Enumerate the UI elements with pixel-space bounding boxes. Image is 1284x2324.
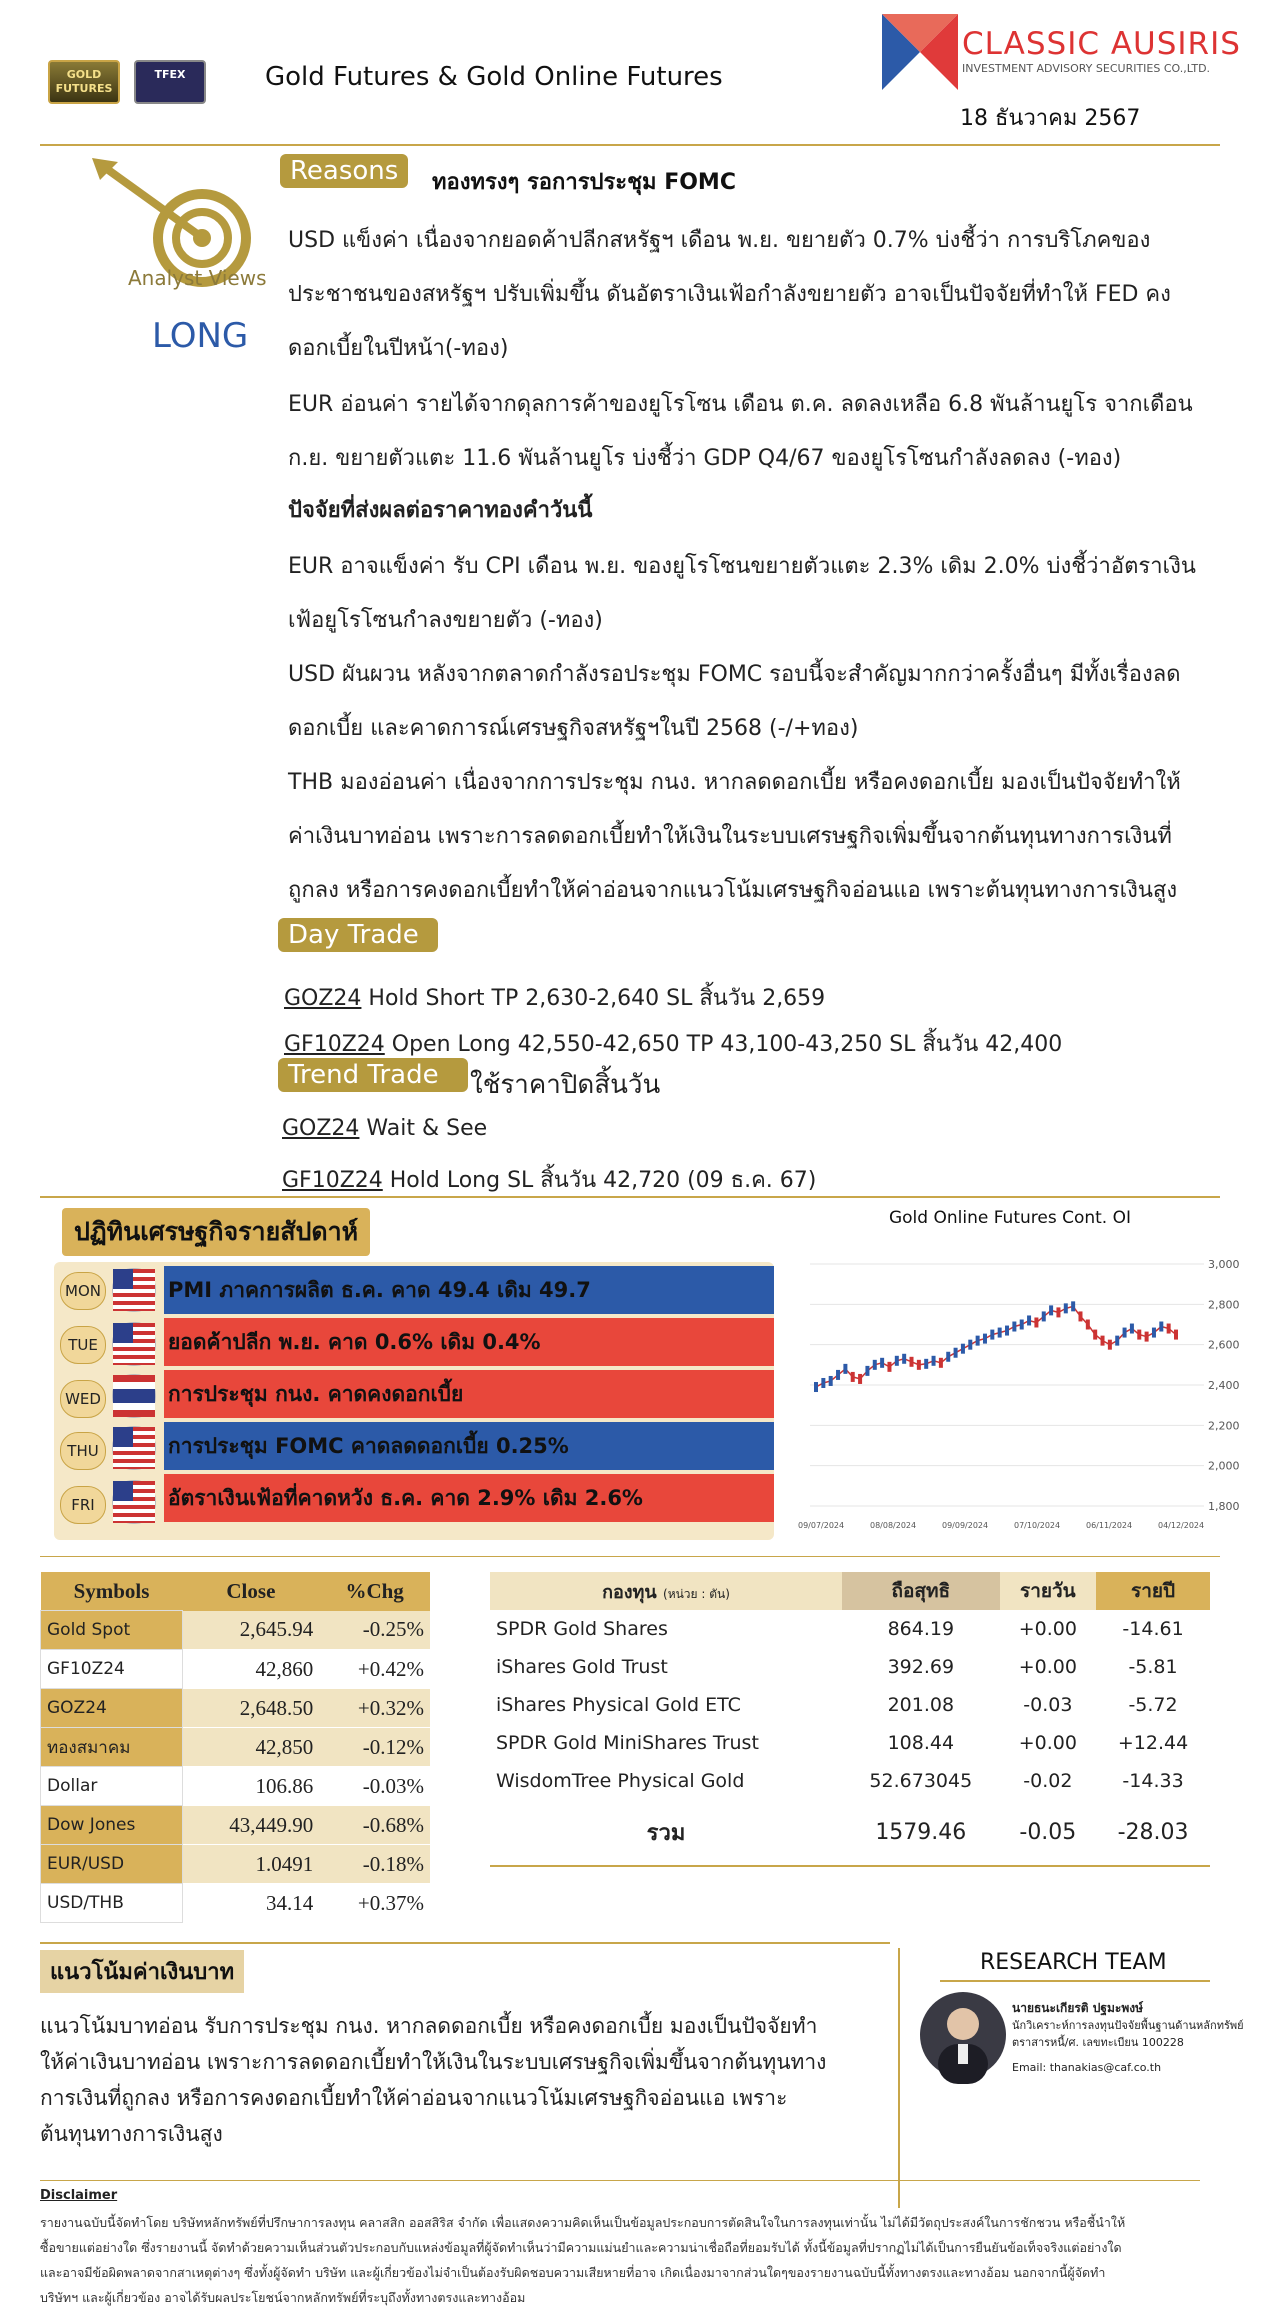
- table-cell: Dollar: [41, 1767, 183, 1806]
- table-cell: 201.08: [887, 1694, 955, 1716]
- table-cell: ทองสมาคม: [41, 1728, 183, 1767]
- reason-line: USD แข็งค่า เนื่องจากยอดค้าปลีกสหรัฐฯ เดือน พ.ย. ขยายตัว 0.7% บ่งชี้ว่า การบริโภคของ: [288, 228, 1151, 253]
- factor-line: ค่าเงินบาทอ่อน เพราะการลดดอกเบี้ยทำให้เงินในระบบเศรษฐกิจเพิ่มขึ้นจากต้นทุนทางการเงินที่: [288, 824, 1172, 849]
- candle-point: [1093, 1330, 1097, 1340]
- candle-point: [1071, 1301, 1075, 1311]
- table-cell: -0.02: [1023, 1770, 1073, 1792]
- table-cell: 52.673045: [869, 1770, 973, 1792]
- section-divider: [40, 1556, 1220, 1557]
- reason-line: EUR อ่อนค่า รายได้จากดุลการค้าของยูโรโซน เดือน ต.ค. ลดลงเหลือ 6.8 พันล้านยูโร จากเดือน: [288, 392, 1193, 417]
- analyst-info: นายธนะเกียรติ ปฐมะพงษ์ นักวิเคราะห์การลงทุนปัจจัยพื้นฐานด้านหลักทรัพย์ ตราสารหนี้/ศ. เลขทะเบียน 100228 Email: thanakias@caf.co.th: [1012, 2001, 1244, 2074]
- candle-point: [976, 1336, 980, 1346]
- research-divider: [940, 1980, 1210, 1982]
- total-cell: -28.03: [1117, 1820, 1189, 1845]
- y-tick-label: 2,200: [1208, 1419, 1240, 1433]
- candle-point: [990, 1330, 994, 1340]
- table-cell: USD/THB: [41, 1884, 183, 1923]
- table-row: [490, 1648, 1210, 1686]
- analyst-view: LONG: [152, 316, 249, 356]
- table-cell: -0.68%: [319, 1806, 430, 1845]
- table-cell: Gold Spot: [41, 1611, 183, 1650]
- table-cell: -0.18%: [319, 1845, 430, 1884]
- y-tick-label: 2,400: [1208, 1379, 1240, 1392]
- baht-text: แนวโน้มบาทอ่อน รับการประชุม กนง. หากลดดอกเบี้ย หรือคงดอกเบี้ย มองเป็นปัจจัยทำ ให้ค่าเงินบาทอ่อน เพราะการลดดอกเบี้ยทำให้เงินในระบบเศรษฐกิจเพิ่มขึ้นจากต้นทุนทาง การเงินที่ถูกลง หรือการคงดอกเบี้ยทำให้ค่าอ่อนจากแนวโน้มเศรษฐกิจอ่อนแอ เพราะ ต้นทุนทางการเงินสูง: [40, 2014, 827, 2146]
- x-tick-label: 08/08/2024: [870, 1521, 917, 1530]
- candle-point: [865, 1366, 869, 1376]
- candle-point: [1174, 1330, 1178, 1340]
- section-divider: [40, 1196, 1220, 1198]
- trend-trade-note: ใช้ราคาปิดสิ้นวัน: [470, 1070, 661, 1100]
- us-flag-icon: [112, 1268, 156, 1312]
- table-cell: +0.00: [1018, 1618, 1077, 1640]
- y-tick-label: 1,800: [1208, 1500, 1240, 1513]
- calendar-event: PMI ภาคการผลิต ธ.ค. คาด 49.4 เดิม 49.7: [164, 1266, 774, 1314]
- table-row: [490, 1762, 1210, 1800]
- header-divider: [40, 144, 1220, 146]
- us-flag-icon: [112, 1322, 156, 1366]
- x-tick-label: 06/11/2024: [1086, 1521, 1133, 1530]
- table-cell: iShares Gold Trust: [496, 1656, 668, 1678]
- series-line: [816, 1306, 1176, 1387]
- candle-point: [1152, 1328, 1156, 1338]
- table-row: [41, 1689, 431, 1728]
- table-cell: iShares Physical Gold ETC: [496, 1694, 741, 1716]
- calendar-event: อัตราเงินเฟ้อที่คาดหวัง ธ.ค. คาด 2.9% เดิม 2.6%: [164, 1474, 774, 1522]
- day-badge: MON: [60, 1272, 106, 1310]
- candle-point: [1049, 1305, 1053, 1315]
- candle-point: [895, 1356, 899, 1366]
- column-header: Symbols: [73, 1578, 150, 1603]
- candle-point: [851, 1372, 855, 1382]
- analyst-views-label: Analyst Views: [128, 266, 267, 290]
- table-cell: -5.72: [1128, 1694, 1178, 1716]
- table-cell: +0.32%: [319, 1689, 430, 1728]
- x-tick-label: 04/12/2024: [1158, 1521, 1205, 1530]
- y-tick-label: 3,000: [1208, 1258, 1240, 1271]
- table-cell: Dow Jones: [41, 1806, 183, 1845]
- baht-title: แนวโน้มค่าเงินบาท: [40, 1950, 244, 1993]
- candle-point: [1020, 1320, 1024, 1330]
- factors-heading: ปัจจัยที่ส่งผลต่อราคาทองคำวันนี้: [288, 498, 593, 523]
- table-cell: 864.19: [887, 1618, 955, 1640]
- candle-point: [998, 1328, 1002, 1338]
- candle-point: [961, 1344, 965, 1354]
- table-cell: 34.14: [183, 1884, 320, 1923]
- factor-line: THB มองอ่อนค่า เนื่องจากการประชุม กนง. หากลดดอกเบี้ย หรือคงดอกเบี้ย มองเป็นปัจจัยทำให้: [288, 770, 1181, 795]
- table-row: [41, 1884, 431, 1923]
- factor-line: เฟ้อยูโรโซนกำลงขยายตัว (-ทอง): [288, 608, 603, 633]
- table-cell: 108.44: [887, 1732, 955, 1754]
- section-divider: [40, 1942, 890, 1944]
- table-cell: GOZ24: [41, 1689, 183, 1728]
- disclaimer-title: Disclaimer: [40, 2188, 118, 2203]
- table-row: [490, 1610, 1210, 1648]
- trend-trade-tag: Trend Trade: [278, 1058, 468, 1092]
- column-divider: [898, 1948, 900, 2208]
- candle-point: [1167, 1324, 1171, 1334]
- oi-chart: [790, 1244, 1240, 1544]
- factor-line: ถูกลง หรือการคงดอกเบี้ยทำให้ค่าอ่อนจากแนวโน้มเศรษฐกิจอ่อนแอ เพราะต้นทุนทางการเงินสูง: [288, 878, 1178, 903]
- funds-table: [490, 1572, 1210, 1867]
- table-row: [490, 1724, 1210, 1762]
- table-cell: 106.86: [183, 1767, 320, 1806]
- column-header: รายวัน: [1020, 1580, 1076, 1602]
- candle-point: [1086, 1320, 1090, 1330]
- calendar-title: ปฏิทินเศรษฐกิจรายสัปดาห์: [62, 1208, 370, 1256]
- trend-trade-item: GF10Z24 Hold Long SL สิ้นวัน 42,720 (09 ธ.ค. 67): [282, 1168, 817, 1193]
- table-cell: -0.03%: [319, 1767, 430, 1806]
- candle-point: [924, 1359, 928, 1369]
- candle-point: [1064, 1303, 1068, 1313]
- y-tick-label: 2,600: [1208, 1338, 1240, 1352]
- day-trade-tag: Day Trade: [278, 918, 438, 952]
- table-cell: +0.37%: [319, 1884, 430, 1923]
- candle-point: [954, 1348, 958, 1358]
- candle-point: [1042, 1311, 1046, 1321]
- chart-title: Gold Online Futures Cont. OI: [888, 1208, 1132, 1228]
- day-badge: WED: [60, 1380, 106, 1418]
- calendar-event: การประชุม FOMC คาดลดดอกเบี้ย 0.25%: [164, 1422, 774, 1470]
- candle-point: [1145, 1332, 1149, 1342]
- table-cell: 43,449.90: [183, 1806, 320, 1845]
- disclaimer-text: รายงานฉบับนี้จัดทำโดย บริษัทหลักทรัพย์ที่ปรึกษาการลงทุน คลาสสิก ออสสิริส จำกัด เพื่อแสดงความคิดเห็นเป็นข้อมูลประกอบการตัดสินใจในการลงทุนเท่านั้น ไม่ได้มีวัตถุประสงค์ในการชักชวน หรือชี้นำให้ ซื้อขายแต่อย่างใด ซึ่งรายงานนี้ จัดทำด้วยความเห็นส่วนตัวประกอบกับแหล่งข้อมูลที่ผู้จัดทำเห็นว่ามีความแม่นยำและความน่าเชื่อถือที่ยอมรับได้ ทั้งนี้ข้อมูลที่ปรากฏไม่ได้เป็นการยืนยันข้อเท็จจริงแต่อย่างใด และอาจมีข้อผิดพลาดจากสาเหตุต่างๆ ซึ่งทั้งผู้จัดทำ บริษัท และผู้เกี่ยวข้องไม่จำเป็นต้องรับผิดชอบความเสียหายที่อาจ เกิดเนื่องมาจากส่วนใดๆของรายงานฉบับนี้ทั้งทางตรงและทางอ้อม นอกจากนี้ผู้จัดทำ บริษัทฯ และผู้เกี่ยวข้อง อาจได้รับผลประโยชน์จากหลักทรัพย์ที่ระบุถึงทั้งทางตรงและทางอ้อม: [40, 2215, 1126, 2305]
- table-cell: 1.0491: [183, 1845, 320, 1884]
- gold-futures-logo: GOLD FUTURES: [48, 60, 120, 104]
- table-cell: GF10Z24: [41, 1650, 183, 1689]
- table-cell: SPDR Gold Shares: [496, 1618, 668, 1640]
- reason-line: ประชาชนของสหรัฐฯ ปรับเพิ่มขึ้น ดันอัตราเงินเฟ้อกำลังขยายตัว อาจเป็นปัจจัยที่ทำให้ FED คง: [288, 282, 1171, 307]
- candle-point: [1115, 1336, 1119, 1346]
- candle-point: [1137, 1330, 1141, 1340]
- candle-point: [873, 1360, 877, 1370]
- table-cell: -14.61: [1122, 1618, 1184, 1640]
- candle-point: [836, 1370, 840, 1380]
- us-flag-icon: [112, 1426, 156, 1470]
- thai-flag-icon: [112, 1374, 156, 1418]
- day-trade-item: GF10Z24 Open Long 42,550-42,650 TP 43,100-43,250 SL สิ้นวัน 42,400: [284, 1032, 1063, 1057]
- table-row: [41, 1806, 431, 1845]
- candle-point: [1130, 1324, 1134, 1334]
- table-cell: EUR/USD: [41, 1845, 183, 1884]
- x-tick-label: 09/07/2024: [798, 1521, 845, 1530]
- day-trade-item: GOZ24 Hold Short TP 2,630-2,640 SL สิ้นวัน 2,659: [284, 986, 826, 1011]
- table-cell: +12.44: [1117, 1732, 1189, 1754]
- column-header: Close: [226, 1578, 276, 1603]
- table-cell: 2,648.50: [183, 1689, 320, 1728]
- factor-line: EUR อาจแข็งค่า รับ CPI เดือน พ.ย. ของยูโรโซนขยายตัวแตะ 2.3% เดิม 2.0% บ่งชี้ว่าอัตราเงิน: [288, 554, 1196, 579]
- table-cell: 392.69: [887, 1656, 955, 1678]
- symbols-table: [40, 1572, 430, 1923]
- total-cell: -0.05: [1019, 1820, 1077, 1845]
- candle-point: [1056, 1307, 1060, 1317]
- candle-point: [821, 1378, 825, 1388]
- reason-line: ดอกเบี้ยในปีหน้า(-ทอง): [288, 336, 509, 361]
- total-label: รวม: [646, 1821, 686, 1846]
- candle-point: [902, 1354, 906, 1364]
- brand-subtitle: INVESTMENT ADVISORY SECURITIES CO.,LTD.: [962, 62, 1211, 75]
- table-row: [41, 1767, 431, 1806]
- column-header: กองทุน (หน่วย : ตัน): [602, 1581, 730, 1603]
- table-row: [41, 1845, 431, 1884]
- factor-line: ดอกเบี้ย และคาดการณ์เศรษฐกิจสหรัฐฯในปี 2568 (-/+ทอง): [288, 716, 859, 741]
- factor-line: USD ผันผวน หลังจากตลาดกำลังรอประชุม FOMC รอบนี้จะสำคัญมากกว่าครั้งอื่นๆ มีทั้งเรื่องลด: [288, 662, 1181, 687]
- candle-point: [887, 1362, 891, 1372]
- table-row: [41, 1611, 431, 1650]
- brand-logo-icon: [882, 14, 958, 90]
- candle-point: [814, 1382, 818, 1392]
- candle-point: [1123, 1328, 1127, 1338]
- y-tick-label: 2,800: [1208, 1298, 1240, 1312]
- table-cell: -0.12%: [319, 1728, 430, 1767]
- y-tick-label: 2,000: [1208, 1459, 1240, 1473]
- table-cell: -0.25%: [319, 1611, 430, 1650]
- candle-point: [968, 1340, 972, 1350]
- x-tick-label: 07/10/2024: [1014, 1521, 1061, 1530]
- candle-point: [829, 1376, 833, 1386]
- reasons-tag: Reasons: [280, 154, 408, 188]
- total-cell: 1579.46: [875, 1820, 967, 1845]
- candle-point: [1012, 1322, 1016, 1332]
- reason-line: ก.ย. ขยายตัวแตะ 11.6 พันล้านยูโร บ่งชี้ว่า GDP Q4/67 ของยูโรโซนกำลังลดลง (-ทอง): [288, 446, 1122, 471]
- candle-point: [880, 1358, 884, 1368]
- candle-point: [983, 1334, 987, 1344]
- candle-point: [1005, 1326, 1009, 1336]
- candle-point: [1159, 1322, 1163, 1332]
- candle-point: [910, 1357, 914, 1367]
- candle-point: [1101, 1336, 1105, 1346]
- day-badge: FRI: [60, 1486, 106, 1524]
- table-cell: +0.42%: [319, 1650, 430, 1689]
- brand-name: CLASSIC AUSIRIS: [962, 26, 1241, 62]
- column-header: %Chg: [345, 1578, 404, 1603]
- table-row: [41, 1728, 431, 1767]
- calendar-event: ยอดค้าปลีก พ.ย. คาด 0.6% เดิม 0.4%: [164, 1318, 774, 1366]
- candle-point: [932, 1356, 936, 1366]
- candle-point: [858, 1374, 862, 1384]
- table-cell: SPDR Gold MiniShares Trust: [496, 1732, 759, 1754]
- us-flag-icon: [112, 1480, 156, 1524]
- table-cell: 42,850: [183, 1728, 320, 1767]
- tfex-logo: TFEX: [134, 60, 206, 104]
- reasons-headline: ทองทรงๆ รอการประชุม FOMC: [432, 170, 736, 195]
- candle-point: [917, 1360, 921, 1370]
- page-title: Gold Futures & Gold Online Futures: [265, 62, 723, 92]
- table-row: [41, 1650, 431, 1689]
- table-cell: -14.33: [1122, 1770, 1184, 1792]
- candle-point: [946, 1352, 950, 1362]
- candle-point: [1027, 1315, 1031, 1325]
- table-cell: 2,645.94: [183, 1611, 320, 1650]
- analyst-avatar: [920, 1992, 1006, 2078]
- table-cell: 42,860: [183, 1650, 320, 1689]
- trend-trade-item: GOZ24 Wait & See: [282, 1116, 488, 1141]
- candle-point: [939, 1358, 943, 1368]
- candle-point: [843, 1364, 847, 1374]
- column-header: รายปี: [1096, 1572, 1210, 1610]
- calendar-event: การประชุม กนง. คาดคงดอกเบี้ย: [164, 1370, 774, 1418]
- table-cell: +0.00: [1018, 1732, 1077, 1754]
- column-header: ถือสุทธิ: [842, 1572, 1000, 1610]
- research-title: RESEARCH TEAM: [980, 1950, 1167, 1975]
- report-date: 18 ธันวาคม 2567: [960, 106, 1141, 131]
- candle-point: [1034, 1317, 1038, 1327]
- day-badge: THU: [60, 1432, 106, 1470]
- table-cell: -5.81: [1128, 1656, 1178, 1678]
- x-tick-label: 09/09/2024: [942, 1521, 989, 1530]
- table-cell: WisdomTree Physical Gold: [496, 1770, 745, 1792]
- table-cell: -0.03: [1023, 1694, 1073, 1716]
- target-icon: [92, 158, 272, 276]
- table-row: [490, 1686, 1210, 1724]
- table-cell: +0.00: [1018, 1656, 1077, 1678]
- day-badge: TUE: [60, 1326, 106, 1364]
- footer-divider: [40, 2180, 1200, 2181]
- candle-point: [1078, 1311, 1082, 1321]
- candle-point: [1108, 1340, 1112, 1350]
